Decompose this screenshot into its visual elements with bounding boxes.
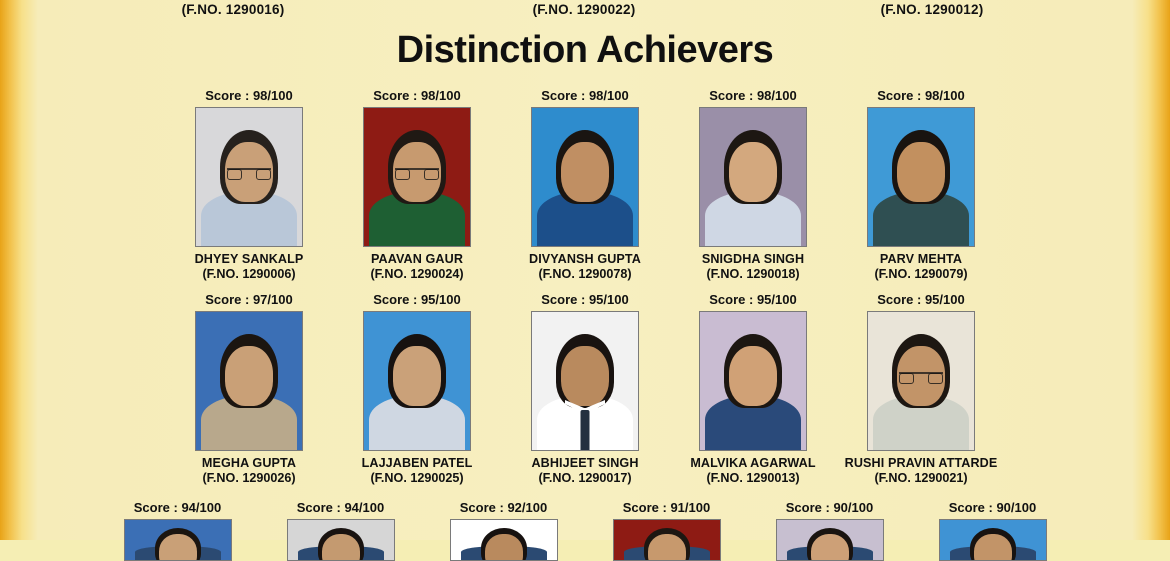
achiever-card <box>165 88 333 281</box>
student-name: DIVYANSH GUPTA <box>529 252 641 266</box>
student-fno: (F.NO. 1290026) <box>202 471 296 485</box>
student-fno: (F.NO. 1290024) <box>370 267 464 281</box>
student-score: Score : 92/100 <box>459 500 548 515</box>
portrait-tie <box>581 410 590 451</box>
student-name: LAJJABEN PATEL <box>361 456 473 470</box>
student-fno: (F.NO. 1290017) <box>538 471 632 485</box>
achiever-card-partial <box>585 500 748 561</box>
student-fno: (F.NO. 1290078) <box>538 267 632 281</box>
achievers-row-3-partial <box>0 500 1170 561</box>
student-score: Score : 94/100 <box>133 500 222 515</box>
previous-row-fno-strip <box>0 0 1170 26</box>
student-score: Score : 95/100 <box>373 292 461 307</box>
portrait-glasses <box>227 168 271 177</box>
student-photo <box>531 311 639 451</box>
achiever-card <box>669 292 837 485</box>
student-photo <box>363 311 471 451</box>
student-photo <box>531 107 639 247</box>
student-fno: (F.NO. 1290079) <box>874 267 968 281</box>
student-photo <box>699 107 807 247</box>
portrait-face <box>897 142 945 202</box>
achiever-card <box>501 292 669 485</box>
portrait-face <box>561 346 609 406</box>
student-score: Score : 98/100 <box>541 88 629 103</box>
student-name: MALVIKA AGARWAL <box>690 456 816 470</box>
student-fno: (F.NO. 1290013) <box>706 471 800 485</box>
portrait-face <box>729 346 777 406</box>
student-photo <box>124 519 232 561</box>
student-name: RUSHI PRAVIN ATTARDE <box>844 456 998 470</box>
student-score: Score : 95/100 <box>541 292 629 307</box>
student-name: DHYEY SANKALP <box>194 252 304 266</box>
portrait-face <box>648 534 686 561</box>
previous-row-fno: (F.NO. 1290022) <box>532 2 636 17</box>
achiever-card <box>501 88 669 281</box>
previous-row-fno: (F.NO. 1290012) <box>880 2 984 17</box>
portrait-glasses <box>899 372 943 381</box>
student-photo <box>195 107 303 247</box>
student-photo <box>450 519 558 561</box>
student-photo <box>363 107 471 247</box>
achiever-card <box>333 88 501 281</box>
achievers-row-2 <box>0 292 1170 485</box>
achiever-card-partial <box>911 500 1074 561</box>
achiever-card-partial <box>748 500 911 561</box>
portrait-face <box>811 534 849 561</box>
student-fno: (F.NO. 1290021) <box>874 471 968 485</box>
student-photo <box>195 311 303 451</box>
portrait-face <box>974 534 1012 561</box>
portrait-face <box>322 534 360 561</box>
student-score: Score : 94/100 <box>296 500 385 515</box>
student-score: Score : 95/100 <box>709 292 797 307</box>
achiever-card-partial <box>259 500 422 561</box>
page-title: Distinction Achievers <box>396 29 774 71</box>
achiever-card <box>333 292 501 485</box>
student-score: Score : 98/100 <box>877 88 965 103</box>
achiever-card <box>165 292 333 485</box>
student-name: SNIGDHA SINGH <box>701 252 805 266</box>
student-photo <box>613 519 721 561</box>
portrait-face <box>485 534 523 561</box>
achiever-card-partial <box>96 500 259 561</box>
previous-row-fno: (F.NO. 1290016) <box>181 2 285 17</box>
student-photo <box>867 107 975 247</box>
student-score: Score : 90/100 <box>785 500 874 515</box>
portrait-face <box>393 346 441 406</box>
student-score: Score : 95/100 <box>877 292 965 307</box>
student-score: Score : 98/100 <box>373 88 461 103</box>
student-name: MEGHA GUPTA <box>201 456 297 470</box>
achiever-card <box>669 88 837 281</box>
student-score: Score : 91/100 <box>622 500 711 515</box>
student-photo <box>867 311 975 451</box>
student-score: Score : 97/100 <box>205 292 293 307</box>
student-photo <box>939 519 1047 561</box>
student-fno: (F.NO. 1290018) <box>706 267 800 281</box>
portrait-face <box>561 142 609 202</box>
student-name: PARV MEHTA <box>879 252 963 266</box>
achievers-row-1 <box>0 88 1170 281</box>
portrait-face <box>729 142 777 202</box>
student-name: PAAVAN GAUR <box>370 252 464 266</box>
student-fno: (F.NO. 1290025) <box>370 471 464 485</box>
student-score: Score : 98/100 <box>709 88 797 103</box>
portrait-face <box>225 346 273 406</box>
student-photo <box>699 311 807 451</box>
student-photo <box>287 519 395 561</box>
student-score: Score : 98/100 <box>205 88 293 103</box>
student-score: Score : 90/100 <box>948 500 1037 515</box>
student-photo <box>776 519 884 561</box>
achiever-card <box>837 88 1005 281</box>
achiever-card-partial <box>422 500 585 561</box>
student-name: ABHIJEET SINGH <box>531 456 639 470</box>
student-fno: (F.NO. 1290006) <box>202 267 296 281</box>
portrait-face <box>159 534 197 561</box>
achiever-card <box>837 292 1005 485</box>
portrait-glasses <box>395 168 439 177</box>
